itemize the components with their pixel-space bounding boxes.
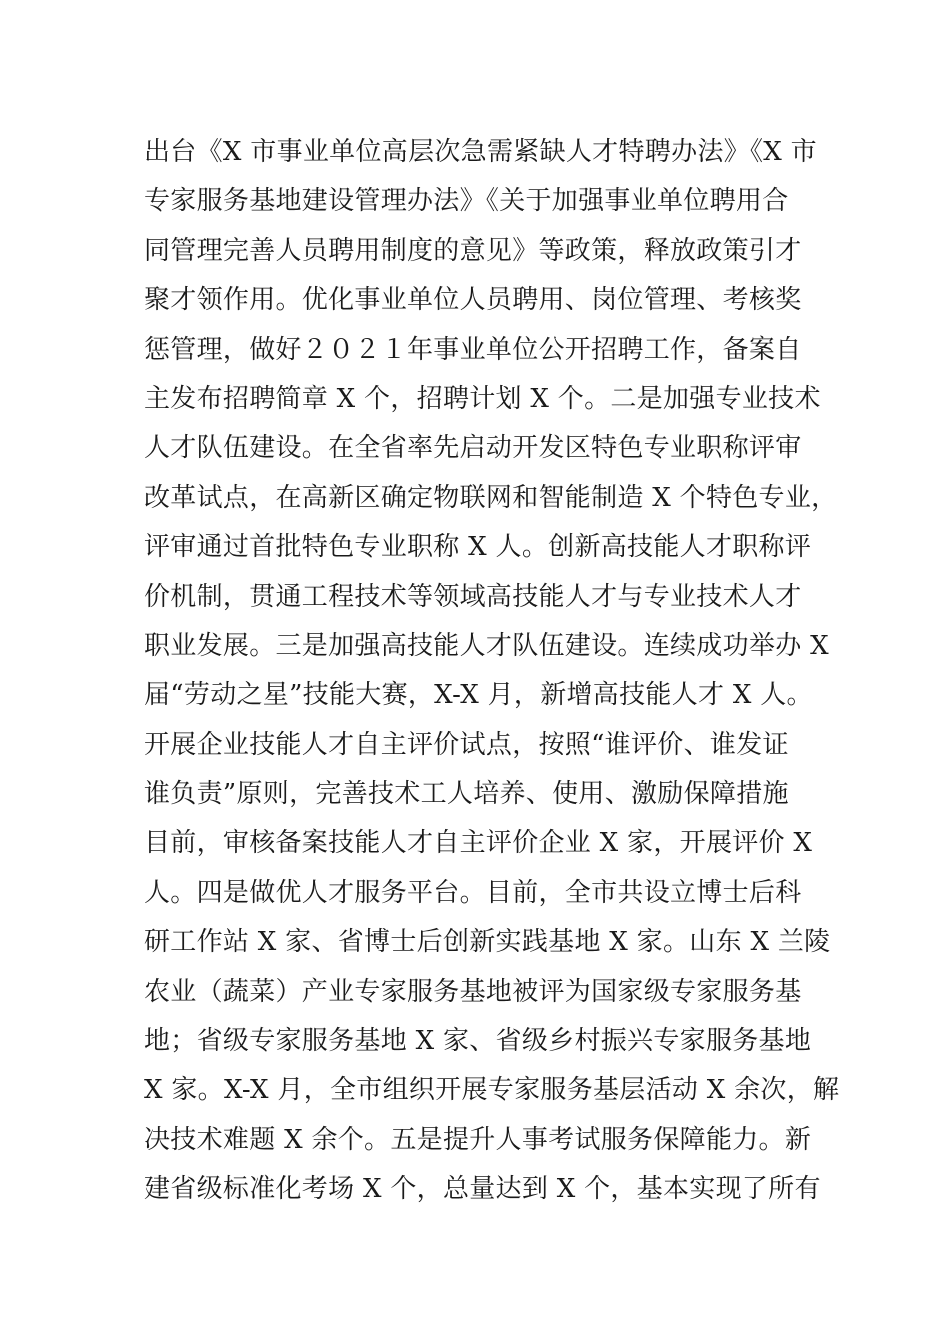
- text-line: 人。四是做优人才服务平台。目前，全市共设立博士后科: [144, 877, 802, 908]
- text-line: 评审通过首批特色专业职称 X 人。创新高技能人才职称评: [144, 532, 812, 563]
- text-line: 谁负责”原则，完善技术工人培养、使用、激励保障措施: [144, 779, 789, 810]
- text-line: 人才队伍建设。在全省率先启动开发区特色专业职称评审: [144, 433, 802, 464]
- text-line: X 家。X-X 月，全市组织开展专家服务基层活动 X 余次，解: [144, 1075, 840, 1106]
- text-line: 目前，审核备案技能人才自主评价企业 X 家，开展评价 X: [144, 828, 813, 859]
- text-line: 地；省级专家服务基地 X 家、省级乡村振兴专家服务基地: [144, 1026, 812, 1057]
- text-line: 建省级标准化考场 X 个，总量达到 X 个，基本实现了所有: [144, 1174, 821, 1205]
- text-line: 开展企业技能人才自主评价试点，按照“谁评价、谁发证: [144, 729, 789, 760]
- text-line: 同管理完善人员聘用制度的意见》等政策，释放政策引才: [144, 235, 802, 266]
- text-line: 专家服务基地建设管理办法》《关于加强事业单位聘用合: [144, 186, 789, 217]
- text-line: 职业发展。三是加强高技能人才队伍建设。连续成功举办 X: [144, 630, 829, 661]
- body-paragraph: [144, 128, 844, 1215]
- text-line: 研工作站 X 家、省博士后创新实践基地 X 家。山东 X 兰陵: [144, 927, 831, 958]
- text-line: 聚才领作用。优化事业单位人员聘用、岗位管理、考核奖: [144, 285, 802, 316]
- text-line: 出台《X 市事业单位高层次急需紧缺人才特聘办法》《X 市: [144, 137, 817, 167]
- text-line: 价机制，贯通工程技术等领域高技能人才与专业技术人才: [144, 581, 802, 612]
- text-line: 农业（蔬菜）产业专家服务基地被评为国家级专家服务基: [144, 976, 802, 1007]
- text-line: 届“劳动之星”技能大赛，X-X 月，新增高技能人才 X 人。: [144, 680, 813, 711]
- text-line: 决技术难题 X 余个。五是提升人事考试服务保障能力。新: [144, 1124, 812, 1155]
- text-line: 惩管理，做好２０２１年事业单位公开招聘工作，备案自: [144, 334, 802, 365]
- text-line: 主发布招聘简章 X 个，招聘计划 X 个。二是加强专业技术: [144, 383, 821, 414]
- text-line: 改革试点，在高新区确定物联网和智能制造 X 个特色专业，: [144, 482, 838, 513]
